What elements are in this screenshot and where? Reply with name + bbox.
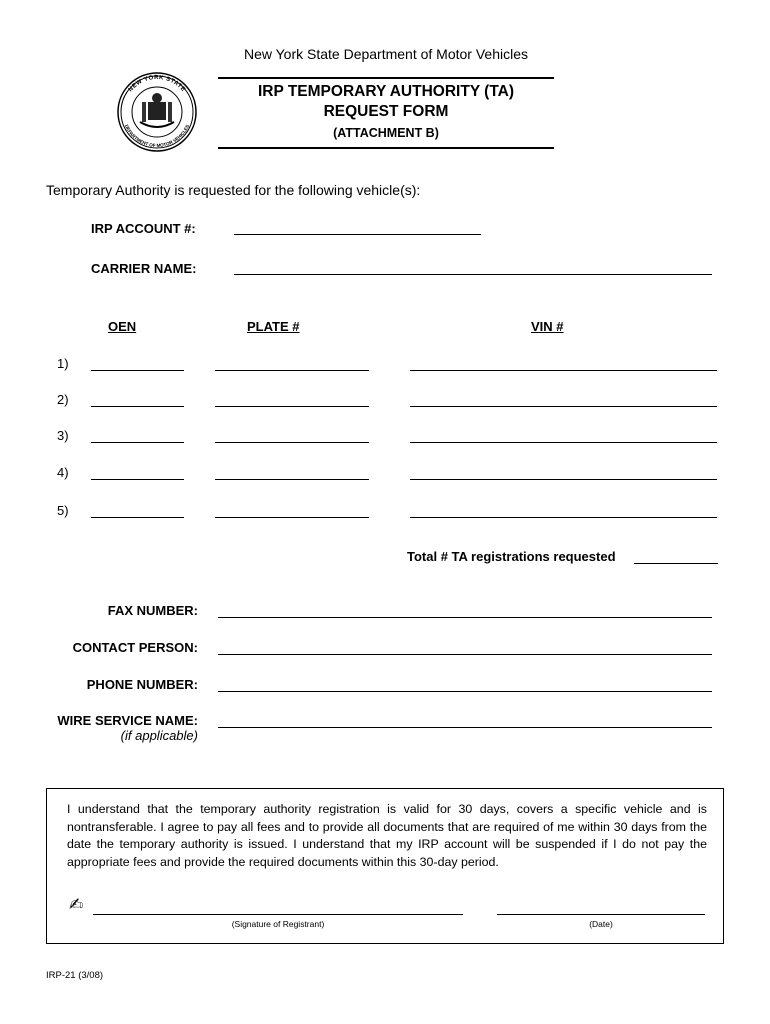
total-ta-label: Total # TA registrations requested: [407, 549, 616, 564]
plate-field-1[interactable]: [215, 370, 369, 371]
date-field[interactable]: [497, 914, 705, 915]
seal-text-bottom: DEPARTMENT OF MOTOR VEHICLES: [123, 123, 191, 149]
row-number: 3): [57, 428, 69, 443]
agency-name: New York State Department of Motor Vehicles: [243, 46, 529, 62]
row-number: 1): [57, 356, 69, 371]
total-ta-field[interactable]: [634, 563, 718, 564]
irp-account-label: IRP ACCOUNT #:: [91, 221, 196, 236]
row-number: 5): [57, 503, 69, 518]
oen-field-2[interactable]: [91, 406, 184, 407]
fax-number-label: FAX NUMBER:: [107, 603, 198, 618]
wire-service-field[interactable]: [218, 727, 712, 728]
header-rule-bottom: [218, 147, 554, 149]
row-number: 4): [57, 465, 69, 480]
wire-service-note: (if applicable): [120, 728, 198, 743]
vin-field-5[interactable]: [410, 517, 717, 518]
plate-field-3[interactable]: [215, 442, 369, 443]
oen-field-4[interactable]: [91, 479, 184, 480]
oen-field-1[interactable]: [91, 370, 184, 371]
seal-icon: [112, 72, 202, 152]
phone-number-field[interactable]: [218, 691, 712, 692]
carrier-name-label: CARRIER NAME:: [91, 261, 197, 276]
irp-account-field[interactable]: [234, 234, 481, 235]
plate-field-5[interactable]: [215, 517, 369, 518]
column-vin: VIN #: [531, 319, 564, 334]
signature-field[interactable]: [93, 914, 463, 915]
phone-number-label: PHONE NUMBER:: [86, 677, 198, 692]
form-title-line1: IRP TEMPORARY AUTHORITY (TA): [257, 83, 515, 100]
vin-field-3[interactable]: [410, 442, 717, 443]
wire-service-label: WIRE SERVICE NAME:: [57, 713, 198, 728]
vin-field-2[interactable]: [410, 406, 717, 407]
agreement-box: [46, 788, 724, 944]
row-number: 2): [57, 392, 69, 407]
vin-field-4[interactable]: [410, 479, 717, 480]
header-rule-top: [218, 77, 554, 79]
oen-field-5[interactable]: [91, 517, 184, 518]
form-id: IRP-21 (3/08): [46, 970, 104, 981]
carrier-name-field[interactable]: [234, 274, 712, 275]
column-plate: PLATE #: [247, 319, 300, 334]
agreement-text: I understand that the temporary authority registration is valid for 30 days, covers a specific vehicle and is nontransferable. I agree to pay all fees and to provide all documents that are required of me within 30 days from the date the temporary authority is issued. I understand that my IRP account will be suspended if I do not pay the appropriate fees and provide the required documents within this 30-day period.: [67, 802, 707, 869]
signature-label: (Signature of Registrant): [231, 919, 325, 929]
plate-field-4[interactable]: [215, 479, 369, 480]
fax-number-field[interactable]: [218, 617, 712, 618]
oen-field-3[interactable]: [91, 442, 184, 443]
seal-text-top: NEW YORK STATE: [127, 74, 187, 94]
dmv-seal: [112, 72, 202, 152]
plate-field-2[interactable]: [215, 406, 369, 407]
column-oen: OEN: [108, 319, 137, 334]
vin-field-1[interactable]: [410, 370, 717, 371]
contact-person-label: CONTACT PERSON:: [72, 640, 198, 655]
attachment-label: (ATTACHMENT B): [333, 126, 439, 140]
pen-icon: ✍: [69, 895, 84, 915]
intro-text: Temporary Authority is requested for the following vehicle(s):: [46, 182, 421, 198]
date-label: (Date): [589, 919, 613, 929]
contact-person-field[interactable]: [218, 654, 712, 655]
form-title-line2: REQUEST FORM: [323, 103, 449, 120]
